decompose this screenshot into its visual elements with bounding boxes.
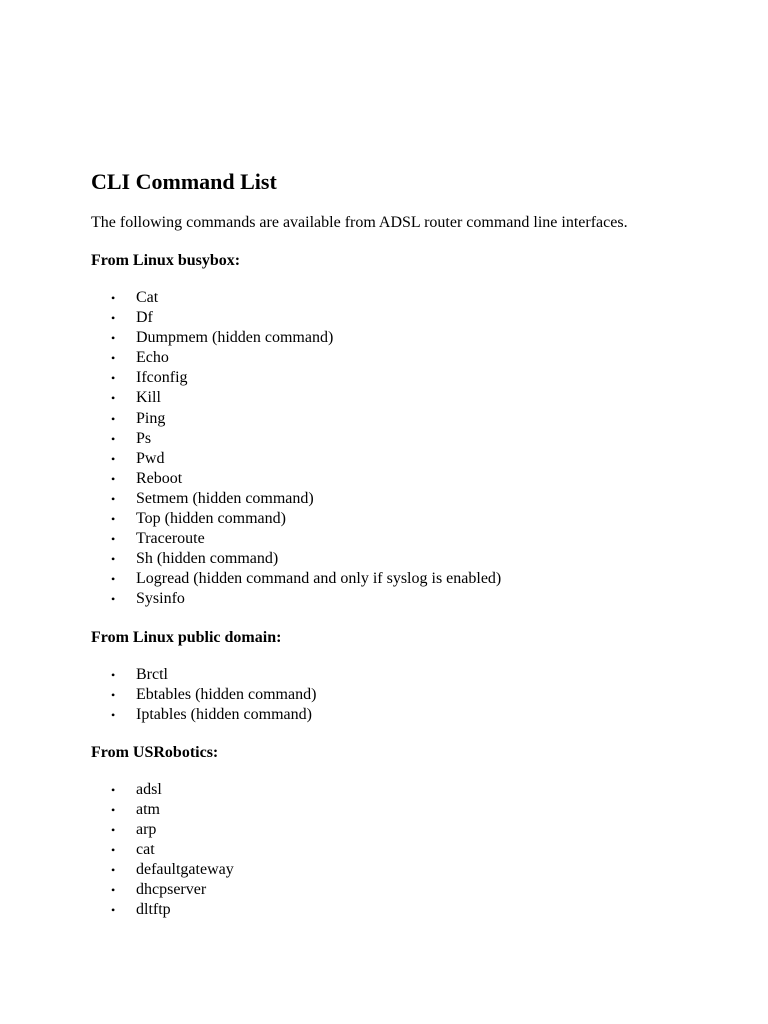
- bullet-icon: •: [111, 572, 116, 587]
- bullet-icon: •: [111, 592, 116, 607]
- bullet-icon: •: [111, 391, 116, 406]
- command-name: Kill: [136, 389, 161, 407]
- command-name: dltftp: [136, 901, 171, 919]
- command-list: [91, 288, 751, 610]
- bullet-icon: •: [111, 707, 116, 722]
- list-item: [91, 469, 751, 489]
- list-item: [91, 860, 751, 880]
- command-name: Ebtables (hidden command): [136, 685, 317, 703]
- command-sections: [91, 251, 751, 920]
- list-item: [91, 685, 751, 705]
- list-item: [91, 509, 751, 529]
- bullet-icon: •: [111, 371, 116, 386]
- list-item: [91, 409, 751, 429]
- section-heading: From USRobotics:: [91, 743, 219, 761]
- list-item: [91, 429, 751, 449]
- bullet-icon: •: [111, 411, 116, 426]
- bullet-icon: •: [111, 471, 116, 486]
- command-name: Sh (hidden command): [136, 550, 279, 568]
- command-name: Dumpmem (hidden command): [136, 329, 334, 347]
- page-title: CLI Command List: [91, 169, 277, 194]
- list-item: [91, 840, 751, 860]
- command-name: Top (hidden command): [136, 510, 286, 528]
- bullet-icon: •: [111, 863, 116, 878]
- command-name: Cat: [136, 289, 159, 306]
- bullet-icon: •: [111, 311, 116, 326]
- bullet-icon: •: [111, 843, 116, 858]
- list-item: [91, 308, 751, 328]
- command-list: [91, 780, 751, 921]
- command-name: Iptables (hidden command): [136, 705, 312, 723]
- command-name: Df: [136, 309, 153, 327]
- bullet-icon: •: [111, 291, 116, 305]
- list-item: [91, 665, 751, 685]
- bullet-icon: •: [111, 667, 116, 682]
- command-name: Brctl: [136, 665, 168, 683]
- bullet-icon: •: [111, 883, 116, 898]
- bullet-icon: •: [111, 687, 116, 702]
- list-item: [91, 705, 751, 725]
- command-name: dhcpserver: [136, 881, 207, 899]
- bullet-icon: •: [111, 532, 116, 547]
- bullet-icon: •: [111, 802, 116, 817]
- list-item: [91, 529, 751, 549]
- command-name: Setmem (hidden command): [136, 489, 314, 507]
- list-item: [91, 328, 751, 348]
- bullet-icon: •: [111, 552, 116, 567]
- command-name: arp: [136, 820, 157, 838]
- list-item: [91, 348, 751, 368]
- command-name: Logread (hidden command and only if syslog is enabled): [136, 570, 502, 588]
- command-name: Reboot: [136, 469, 183, 487]
- command-name: atm: [136, 800, 160, 818]
- list-item: [91, 800, 751, 820]
- command-name: Ifconfig: [136, 369, 188, 387]
- list-item: [91, 569, 751, 589]
- list-item: [91, 549, 751, 569]
- bullet-icon: •: [111, 331, 116, 346]
- bullet-icon: •: [111, 822, 116, 837]
- bullet-icon: •: [111, 491, 116, 506]
- bullet-icon: •: [111, 512, 116, 527]
- command-name: Pwd: [136, 449, 165, 467]
- command-name: adsl: [136, 780, 162, 798]
- list-item: [91, 820, 751, 840]
- list-item: [91, 368, 751, 388]
- command-list: [91, 665, 751, 725]
- bullet-icon: •: [111, 431, 116, 446]
- bullet-icon: •: [111, 451, 116, 466]
- bullet-icon: •: [111, 351, 116, 366]
- list-item: [91, 780, 751, 800]
- command-name: Ps: [136, 429, 152, 447]
- bullet-icon: •: [111, 903, 116, 918]
- list-item: [91, 288, 751, 308]
- command-name: Echo: [136, 349, 169, 367]
- list-item: [91, 449, 751, 469]
- list-item: [91, 880, 751, 900]
- command-name: Traceroute: [136, 530, 205, 548]
- command-name: Sysinfo: [136, 590, 185, 608]
- command-name: cat: [136, 841, 155, 859]
- bullet-icon: •: [111, 782, 116, 797]
- list-item: [91, 900, 751, 920]
- list-item: [91, 489, 751, 509]
- list-item: [91, 388, 751, 408]
- command-name: Ping: [136, 409, 166, 427]
- section-heading: From Linux public domain:: [91, 628, 282, 646]
- section-heading: From Linux busybox:: [91, 252, 241, 269]
- list-item: [91, 589, 751, 609]
- intro-paragraph: The following commands are available from ADSL router command line interfaces.: [91, 214, 628, 231]
- document-page: [91, 168, 751, 920]
- command-name: defaultgateway: [136, 861, 234, 879]
